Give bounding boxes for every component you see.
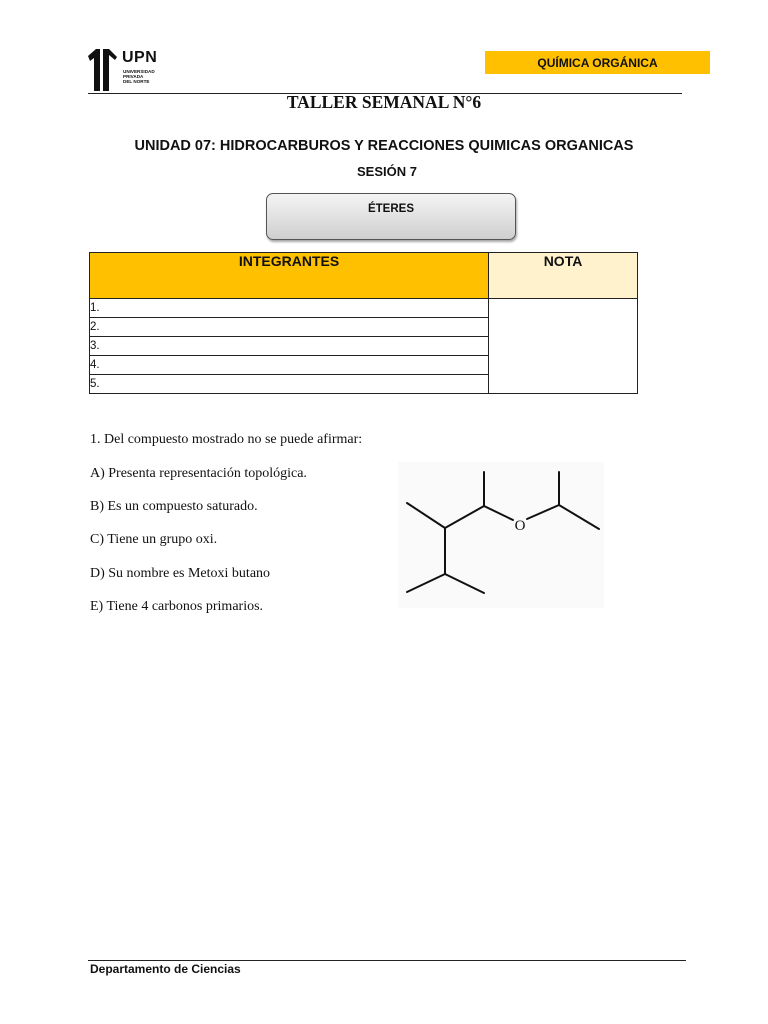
nota-header: NOTA <box>489 253 638 299</box>
document-title: TALLER SEMANAL N°6 <box>286 92 482 112</box>
unit-title: UNIDAD 07: HIDROCARBUROS Y REACCIONES QUIMICAS ORGANICAS <box>134 138 634 154</box>
footer-divider <box>88 960 686 961</box>
members-table-header <box>90 253 638 299</box>
skeletal-formula-diagram <box>398 462 604 608</box>
integrantes-header: INTEGRANTES <box>90 253 489 299</box>
option-e: E) Tiene 4 carbonos primarios. <box>90 599 264 614</box>
member-row-3[interactable]: 3. <box>90 337 489 356</box>
option-c: C) Tiene un grupo oxi. <box>90 532 218 547</box>
table-row <box>90 299 638 318</box>
session-label: SESIÓN 7 <box>357 164 417 179</box>
topic-box <box>266 193 516 240</box>
option-a: A) Presenta representación topológica. <box>90 466 307 481</box>
member-row-4[interactable]: 4. <box>90 356 489 375</box>
question-prompt: 1. Del compuesto mostrado no se puede afirmar: <box>90 432 363 447</box>
option-b: B) Es un compuesto saturado. <box>90 499 258 514</box>
upn-logo <box>86 48 166 94</box>
topic-label: ÉTERES <box>367 203 414 215</box>
subject-badge: QUÍMICA ORGÁNICA <box>485 51 710 74</box>
oxygen-atom-label: O <box>514 518 526 534</box>
upn-logo-mark-icon <box>86 48 120 92</box>
nota-cell[interactable] <box>489 299 638 394</box>
member-row-2[interactable]: 2. <box>90 318 489 337</box>
ether-structure-image <box>398 462 604 608</box>
logo-subtitle: UNIVERSIDAD PRIVADA DEL NORTE <box>123 69 155 85</box>
logo-brand: UPN <box>122 49 158 66</box>
member-row-1[interactable]: 1. <box>90 299 489 318</box>
members-table <box>89 252 638 394</box>
option-d: D) Su nombre es Metoxi butano <box>90 566 271 581</box>
member-row-5[interactable]: 5. <box>90 375 489 394</box>
footer-department: Departamento de Ciencias <box>90 962 241 976</box>
